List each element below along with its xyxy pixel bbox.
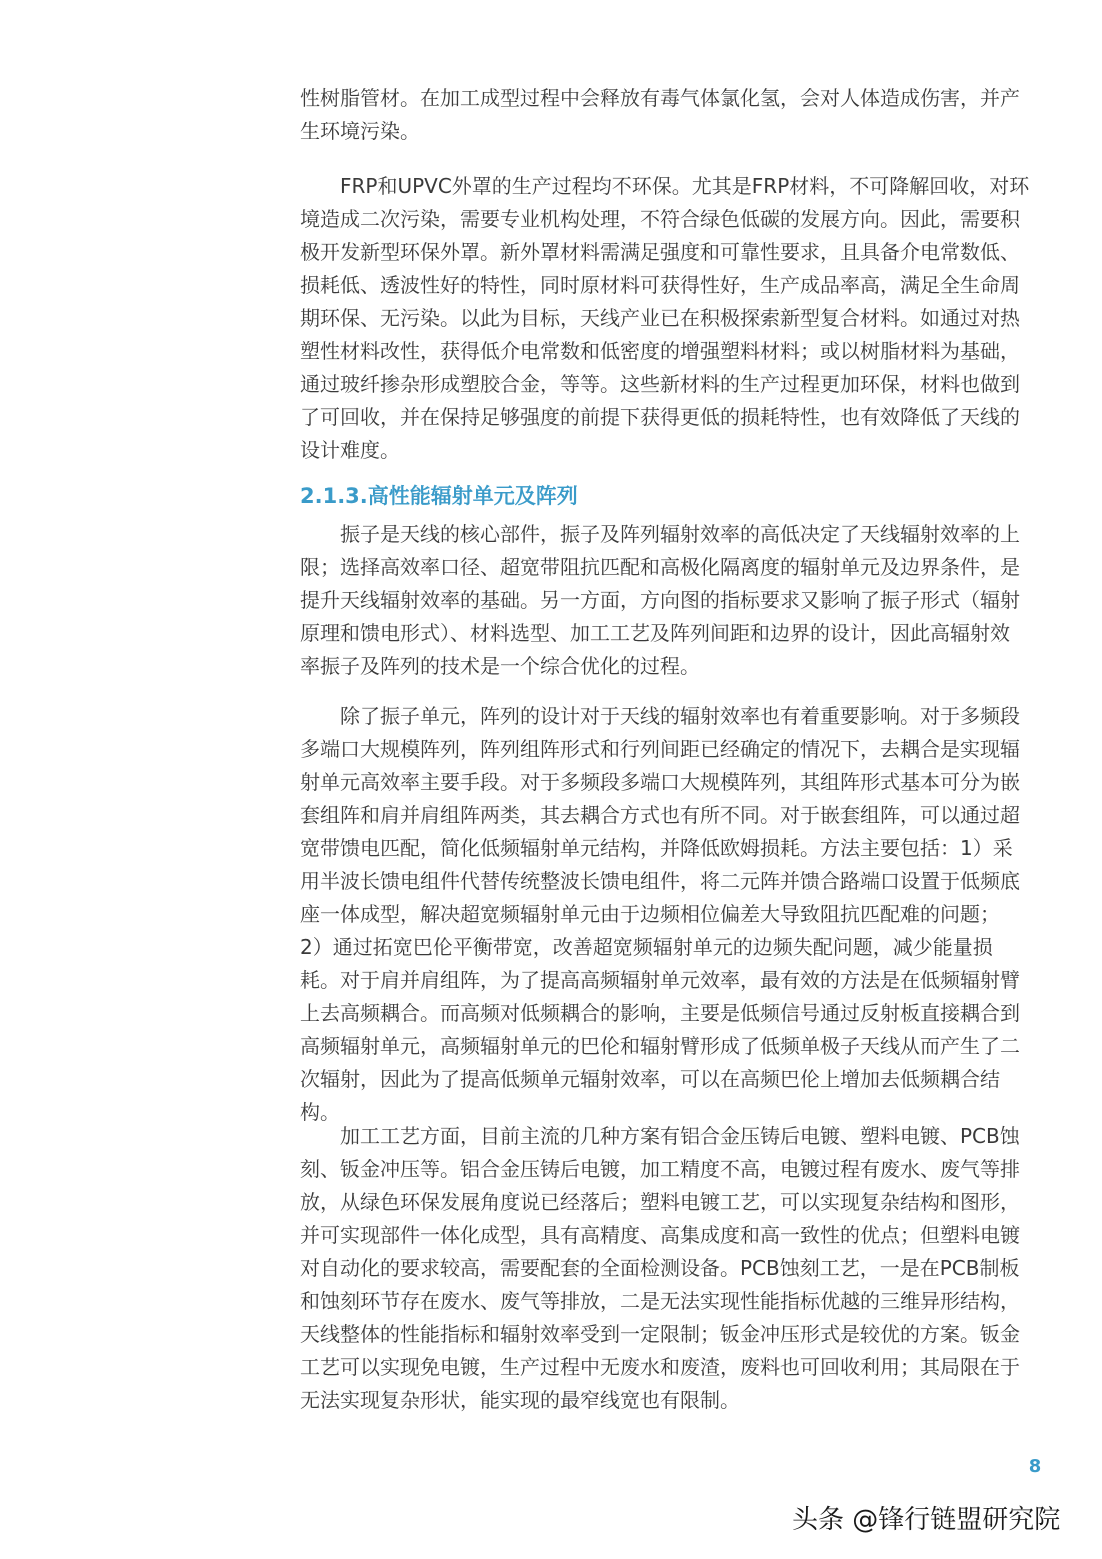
text-line: 通过玻纤掺杂形成塑胶合金，等等。这些新材料的生产过程更加环保，材料也做到 xyxy=(300,372,1020,396)
text-line: 境造成二次污染，需要专业机构处理，不符合绿色低碳的发展方向。因此，需要积 xyxy=(300,207,1020,231)
text-line: 对自动化的要求较高，需要配套的全面检测设备。PCB蚀刻工艺，一是在PCB制板 xyxy=(300,1256,1020,1280)
paragraph-3 xyxy=(300,518,1040,683)
text-line: 限；选择高效率口径、超宽带阻抗匹配和高极化隔离度的辐射单元及边界条件，是 xyxy=(300,555,1020,579)
text-line: 了可回收，并在保持足够强度的前提下获得更低的损耗特性，也有效降低了天线的 xyxy=(300,405,1020,429)
text-line: 构。 xyxy=(300,1100,340,1124)
text-line: 射单元高效率主要手段。对于多频段多端口大规模阵列，其组阵形式基本可分为嵌 xyxy=(300,770,1020,794)
text-line: 性树脂管材。在加工成型过程中会释放有毒气体氯化氢，会对人体造成伤害，并产 xyxy=(300,86,1020,110)
text-line: 设计难度。 xyxy=(300,438,400,462)
text-line: 提升天线辐射效率的基础。另一方面，方向图的指标要求又影响了振子形式（辐射 xyxy=(300,588,1020,612)
text-line: 期环保、无污染。以此为目标，天线产业已在积极探索新型复合材料。如通过对热 xyxy=(300,306,1020,330)
text-line: 高频辐射单元，高频辐射单元的巴伦和辐射臂形成了低频单极子天线从而产生了二 xyxy=(300,1034,1020,1058)
section-heading: 2.1.3.高性能辐射单元及阵列 xyxy=(300,484,578,508)
text-line: 加工工艺方面，目前主流的几种方案有铝合金压铸后电镀、塑料电镀、PCB蚀 xyxy=(340,1124,1020,1148)
text-line: 刻、钣金冲压等。铝合金压铸后电镀，加工精度不高，电镀过程有废水、废气等排 xyxy=(300,1157,1020,1181)
page-number: 8 xyxy=(1028,1456,1042,1477)
text-line: 次辐射，因此为了提高低频单元辐射效率，可以在高频巴伦上增加去低频耦合结 xyxy=(300,1067,1000,1091)
text-line: 除了振子单元，阵列的设计对于天线的辐射效率也有着重要影响。对于多频段 xyxy=(340,704,1020,728)
paragraph-2 xyxy=(300,170,1040,467)
text-line: 振子是天线的核心部件，振子及阵列辐射效率的高低决定了天线辐射效率的上 xyxy=(340,522,1020,546)
text-line: 2）通过拓宽巴伦平衡带宽，改善超宽频辐射单元的边频失配问题，减少能量损 xyxy=(300,935,993,959)
text-line: 损耗低、透波性好的特性，同时原材料可获得性好，生产成品率高，满足全生命周 xyxy=(300,273,1020,297)
text-line: 无法实现复杂形状，能实现的最窄线宽也有限制。 xyxy=(300,1388,740,1412)
text-line: FRP和UPVC外罩的生产过程均不环保。尤其是FRP材料，不可降解回收，对环 xyxy=(340,174,1030,198)
text-line: 放，从绿色环保发展角度说已经落后；塑料电镀工艺，可以实现复杂结构和图形， xyxy=(300,1190,1020,1214)
text-line: 耗。对于肩并肩组阵，为了提高高频辐射单元效率，最有效的方法是在低频辐射臂 xyxy=(300,968,1020,992)
text-line: 宽带馈电匹配，简化低频辐射单元结构，并降低欧姆损耗。方法主要包括：1）采 xyxy=(300,836,1013,860)
text-line: 工艺可以实现免电镀，生产过程中无废水和废渣，废料也可回收利用；其局限在于 xyxy=(300,1355,1020,1379)
text-line: 原理和馈电形式）、材料选型、加工工艺及阵列间距和边界的设计，因此高辐射效 xyxy=(300,621,1010,645)
text-line: 上去高频耦合。而高频对低频耦合的影响，主要是低频信号通过反射板直接耦合到 xyxy=(300,1001,1020,1025)
text-line: 多端口大规模阵列，阵列组阵形式和行列间距已经确定的情况下，去耦合是实现辐 xyxy=(300,737,1020,761)
text-line: 生环境污染。 xyxy=(300,119,420,143)
text-line: 套组阵和肩并肩组阵两类，其去耦合方式也有所不同。对于嵌套组阵，可以通过超 xyxy=(300,803,1020,827)
text-line: 座一体成型，解决超宽频辐射单元由于边频相位偏差大导致阻抗匹配难的问题； xyxy=(300,902,1000,926)
paragraph-4 xyxy=(300,700,1040,1129)
text-line: 用半波长馈电组件代替传统整波长馈电组件，将二元阵并馈合路端口设置于低频底 xyxy=(300,869,1020,893)
paragraph-1 xyxy=(300,82,1040,148)
text-line: 塑性材料改性，获得低介电常数和低密度的增强塑料材料；或以树脂材料为基础， xyxy=(300,339,1020,363)
text-line: 并可实现部件一体化成型，具有高精度、高集成度和高一致性的优点；但塑料电镀 xyxy=(300,1223,1020,1247)
text-line: 极开发新型环保外罩。新外罩材料需满足强度和可靠性要求，且具备介电常数低、 xyxy=(300,240,1020,264)
text-line: 天线整体的性能指标和辐射效率受到一定限制；钣金冲压形式是较优的方案。钣金 xyxy=(300,1322,1020,1346)
watermark: 头条 @锋行链盟研究院 xyxy=(792,1505,1061,1535)
paragraph-5 xyxy=(300,1120,1040,1417)
text-line: 和蚀刻环节存在废水、废气等排放，二是无法实现性能指标优越的三维异形结构， xyxy=(300,1289,1020,1313)
text-line: 率振子及阵列的技术是一个综合优化的过程。 xyxy=(300,654,700,678)
